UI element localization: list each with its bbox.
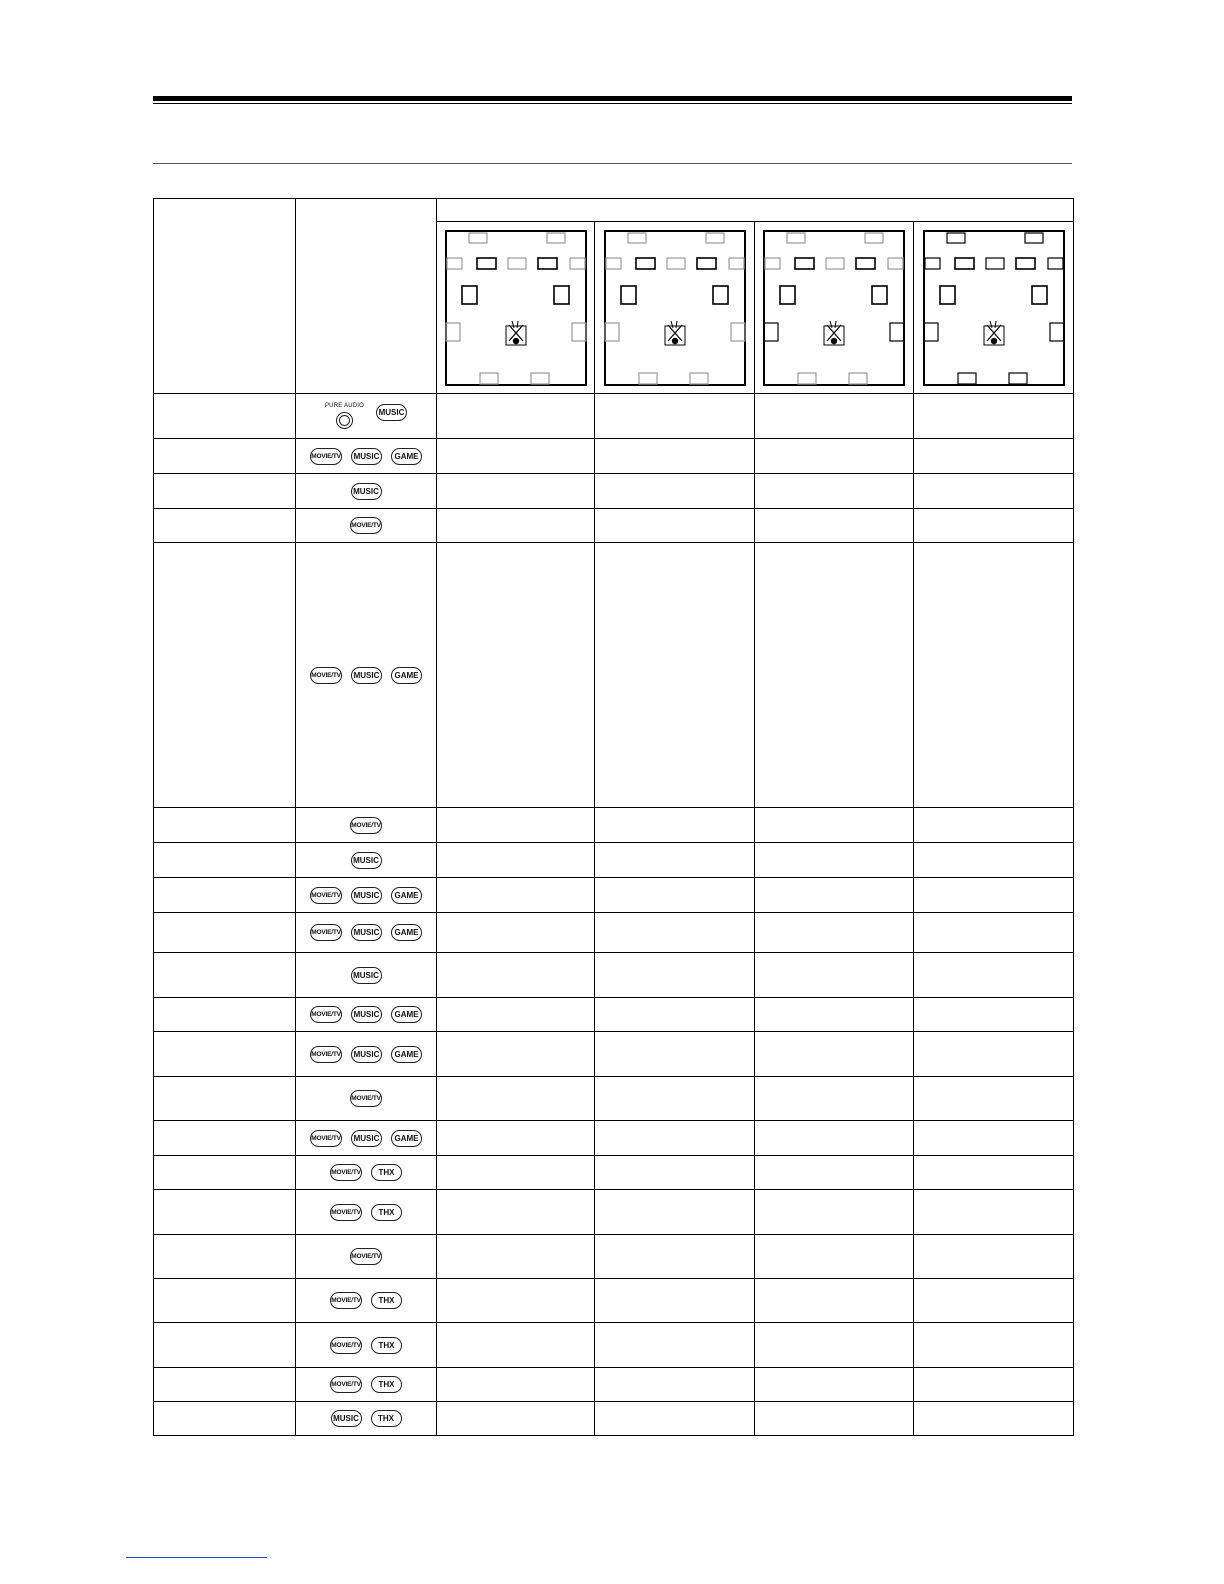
mode-button-cell — [296, 1156, 437, 1190]
mode-button-cell — [296, 1121, 437, 1156]
mode-name-cell — [154, 998, 296, 1032]
layout-availability-cell — [437, 474, 595, 509]
layout-availability-cell — [437, 543, 595, 808]
movie-tv-button: MOVIE/TV — [310, 1006, 342, 1023]
mode-row — [154, 1190, 1074, 1235]
game-button: GAME — [391, 667, 422, 684]
music-button: MUSIC — [376, 404, 407, 421]
mode-row — [154, 1032, 1074, 1077]
header-layout-cell — [437, 199, 1074, 222]
mode-name-cell — [154, 1077, 296, 1121]
pure-audio-button — [336, 412, 353, 429]
layout-availability-cell — [755, 953, 914, 998]
movie-tv-button: MOVIE/TV — [330, 1292, 362, 1309]
layout-availability-cell — [755, 439, 914, 474]
mode-button-cell — [296, 509, 437, 543]
mode-name-cell — [154, 1190, 296, 1235]
mode-row — [154, 1235, 1074, 1279]
mode-button-cell — [296, 1323, 437, 1368]
movie-tv-button: MOVIE/TV — [330, 1164, 362, 1181]
layout-availability-cell — [914, 394, 1074, 439]
layout-availability-cell — [437, 1323, 595, 1368]
layout-availability-cell — [595, 1077, 755, 1121]
title-rule-thin — [153, 103, 1072, 104]
movie-tv-button: MOVIE/TV — [350, 1090, 382, 1107]
music-button: MUSIC — [351, 924, 382, 941]
thx-button: THX — [371, 1204, 402, 1221]
mode-button-cell — [296, 913, 437, 953]
mode-button-cell — [296, 394, 437, 439]
mode-name-cell — [154, 439, 296, 474]
layout-availability-cell — [914, 543, 1074, 808]
movie-tv-button: MOVIE/TV — [330, 1204, 362, 1221]
layout-availability-cell — [914, 1402, 1074, 1436]
mode-row — [154, 1279, 1074, 1323]
mode-row — [154, 808, 1074, 843]
mode-row — [154, 1156, 1074, 1190]
mode-row — [154, 1323, 1074, 1368]
mode-button-cell — [296, 1368, 437, 1402]
game-button: GAME — [391, 924, 422, 941]
layout-availability-cell — [595, 998, 755, 1032]
layout-availability-cell — [437, 808, 595, 843]
movie-tv-button: MOVIE/TV — [350, 817, 382, 834]
footer-link-rule — [126, 1557, 267, 1558]
music-button: MUSIC — [351, 667, 382, 684]
layout-availability-cell — [914, 1190, 1074, 1235]
mode-row — [154, 998, 1074, 1032]
layout-availability-cell — [914, 878, 1074, 913]
mode-name-cell — [154, 1402, 296, 1436]
table-header-row — [154, 199, 1074, 222]
layout-availability-cell — [595, 953, 755, 998]
layout-availability-cell — [755, 1032, 914, 1077]
layout-availability-cell — [755, 1235, 914, 1279]
music-button: MUSIC — [351, 483, 382, 500]
mode-row — [154, 474, 1074, 509]
layout-availability-cell — [437, 394, 595, 439]
movie-tv-button: MOVIE/TV — [310, 1130, 342, 1147]
mode-name-cell — [154, 1279, 296, 1323]
layout-availability-cell — [437, 1156, 595, 1190]
listening-mode-table — [153, 198, 1074, 1436]
movie-tv-button: MOVIE/TV — [330, 1337, 362, 1354]
pure-audio-label: PURE AUDIO — [324, 403, 364, 409]
mode-row — [154, 394, 1074, 439]
layout-availability-cell — [914, 913, 1074, 953]
layout-availability-cell — [755, 1402, 914, 1436]
mode-button-cell — [296, 953, 437, 998]
movie-tv-button: MOVIE/TV — [310, 448, 342, 465]
thx-button: THX — [371, 1337, 402, 1354]
layout-availability-cell — [595, 474, 755, 509]
layout-availability-cell — [914, 1156, 1074, 1190]
mode-button-cell — [296, 843, 437, 878]
mode-button-cell — [296, 1279, 437, 1323]
layout-availability-cell — [595, 1190, 755, 1235]
music-button: MUSIC — [351, 448, 382, 465]
layout-availability-cell — [437, 1121, 595, 1156]
layout-availability-cell — [755, 1077, 914, 1121]
layout-availability-cell — [914, 509, 1074, 543]
layout-availability-cell — [595, 843, 755, 878]
layout-availability-cell — [595, 913, 755, 953]
game-button: GAME — [391, 1006, 422, 1023]
movie-tv-button: MOVIE/TV — [350, 1248, 382, 1265]
layout-availability-cell — [914, 808, 1074, 843]
layout-availability-cell — [914, 1032, 1074, 1077]
layout-availability-cell — [914, 998, 1074, 1032]
movie-tv-button: MOVIE/TV — [310, 667, 342, 684]
section-rule — [153, 163, 1072, 164]
mode-row — [154, 543, 1074, 808]
layout-availability-cell — [914, 474, 1074, 509]
layout-availability-cell — [755, 1323, 914, 1368]
layout-availability-cell — [914, 1279, 1074, 1323]
thx-button: THX — [371, 1376, 402, 1393]
header-mode-cell — [154, 199, 296, 394]
layout-availability-cell — [755, 808, 914, 843]
mode-name-cell — [154, 474, 296, 509]
mode-row — [154, 509, 1074, 543]
music-button: MUSIC — [351, 887, 382, 904]
layout-availability-cell — [437, 878, 595, 913]
layout-availability-cell — [595, 1368, 755, 1402]
mode-name-cell — [154, 843, 296, 878]
layout-availability-cell — [755, 543, 914, 808]
pure-audio-knob-icon — [339, 415, 350, 426]
mode-button-cell — [296, 878, 437, 913]
layout-availability-cell — [914, 1121, 1074, 1156]
music-button: MUSIC — [351, 1046, 382, 1063]
mode-name-cell — [154, 509, 296, 543]
music-button: MUSIC — [351, 967, 382, 984]
layout-availability-cell — [755, 1368, 914, 1402]
movie-tv-button: MOVIE/TV — [330, 1376, 362, 1393]
thx-button: THX — [371, 1292, 402, 1309]
mode-name-cell — [154, 878, 296, 913]
layout-availability-cell — [595, 439, 755, 474]
mode-name-cell — [154, 1121, 296, 1156]
layout-availability-cell — [437, 843, 595, 878]
layout-availability-cell — [437, 1190, 595, 1235]
layout-availability-cell — [437, 998, 595, 1032]
mode-name-cell — [154, 1235, 296, 1279]
layout-availability-cell — [755, 474, 914, 509]
mode-name-cell — [154, 394, 296, 439]
layout-availability-cell — [914, 953, 1074, 998]
music-button: MUSIC — [331, 1410, 362, 1427]
game-button: GAME — [391, 1130, 422, 1147]
layout-availability-cell — [755, 878, 914, 913]
speaker-layout-3 — [755, 222, 914, 394]
mode-name-cell — [154, 543, 296, 808]
layout-availability-cell — [914, 439, 1074, 474]
mode-button-cell — [296, 1190, 437, 1235]
layout-availability-cell — [595, 1235, 755, 1279]
layout-availability-cell — [914, 1235, 1074, 1279]
layout-availability-cell — [437, 439, 595, 474]
mode-button-cell — [296, 808, 437, 843]
layout-availability-cell — [595, 1156, 755, 1190]
mode-row — [154, 1402, 1074, 1436]
layout-availability-cell — [437, 913, 595, 953]
mode-row — [154, 953, 1074, 998]
game-button: GAME — [391, 1046, 422, 1063]
layout-availability-cell — [755, 509, 914, 543]
layout-availability-cell — [914, 1368, 1074, 1402]
music-button: MUSIC — [351, 1006, 382, 1023]
speaker-layout-2 — [595, 222, 755, 394]
layout-availability-cell — [595, 878, 755, 913]
speaker-layout-1 — [437, 222, 595, 394]
title-rule-thick — [153, 96, 1072, 101]
layout-availability-cell — [755, 394, 914, 439]
layout-availability-cell — [595, 1323, 755, 1368]
header-button-cell — [296, 199, 437, 394]
movie-tv-button: MOVIE/TV — [310, 924, 342, 941]
layout-availability-cell — [595, 1402, 755, 1436]
mode-button-cell — [296, 474, 437, 509]
layout-availability-cell — [595, 808, 755, 843]
layout-availability-cell — [595, 1032, 755, 1077]
music-button: MUSIC — [351, 852, 382, 869]
mode-name-cell — [154, 953, 296, 998]
layout-availability-cell — [437, 1279, 595, 1323]
layout-availability-cell — [914, 1323, 1074, 1368]
mode-button-cell — [296, 1032, 437, 1077]
layout-availability-cell — [595, 509, 755, 543]
mode-row — [154, 913, 1074, 953]
speaker-layout-4 — [914, 222, 1074, 394]
movie-tv-button: MOVIE/TV — [350, 517, 382, 534]
layout-availability-cell — [595, 543, 755, 808]
layout-availability-cell — [437, 1032, 595, 1077]
layout-availability-cell — [595, 394, 755, 439]
layout-availability-cell — [755, 998, 914, 1032]
mode-row — [154, 1121, 1074, 1156]
mode-name-cell — [154, 1156, 296, 1190]
layout-availability-cell — [755, 1279, 914, 1323]
mode-button-cell — [296, 1077, 437, 1121]
layout-availability-cell — [755, 1156, 914, 1190]
layout-availability-cell — [437, 1402, 595, 1436]
layout-availability-cell — [437, 1077, 595, 1121]
layout-availability-cell — [437, 509, 595, 543]
mode-row — [154, 439, 1074, 474]
game-button: GAME — [391, 887, 422, 904]
mode-row — [154, 1077, 1074, 1121]
layout-availability-cell — [437, 1368, 595, 1402]
layout-availability-cell — [755, 1121, 914, 1156]
layout-availability-cell — [437, 953, 595, 998]
mode-button-cell — [296, 1235, 437, 1279]
mode-row — [154, 1368, 1074, 1402]
movie-tv-button: MOVIE/TV — [310, 887, 342, 904]
mode-name-cell — [154, 1368, 296, 1402]
layout-availability-cell — [914, 843, 1074, 878]
layout-availability-cell — [437, 1235, 595, 1279]
mode-name-cell — [154, 913, 296, 953]
mode-button-cell — [296, 1402, 437, 1436]
layout-availability-cell — [595, 1279, 755, 1323]
mode-button-cell — [296, 998, 437, 1032]
mode-name-cell — [154, 1323, 296, 1368]
mode-name-cell — [154, 808, 296, 843]
mode-button-cell — [296, 439, 437, 474]
music-button: MUSIC — [351, 1130, 382, 1147]
layout-availability-cell — [595, 1121, 755, 1156]
layout-availability-cell — [755, 1190, 914, 1235]
thx-button: THX — [371, 1410, 402, 1427]
thx-button: THX — [371, 1164, 402, 1181]
mode-row — [154, 843, 1074, 878]
layout-availability-cell — [914, 1077, 1074, 1121]
layout-availability-cell — [755, 913, 914, 953]
mode-button-cell — [296, 543, 437, 808]
mode-row — [154, 878, 1074, 913]
game-button: GAME — [391, 448, 422, 465]
mode-name-cell — [154, 1032, 296, 1077]
movie-tv-button: MOVIE/TV — [310, 1046, 342, 1063]
layout-availability-cell — [755, 843, 914, 878]
